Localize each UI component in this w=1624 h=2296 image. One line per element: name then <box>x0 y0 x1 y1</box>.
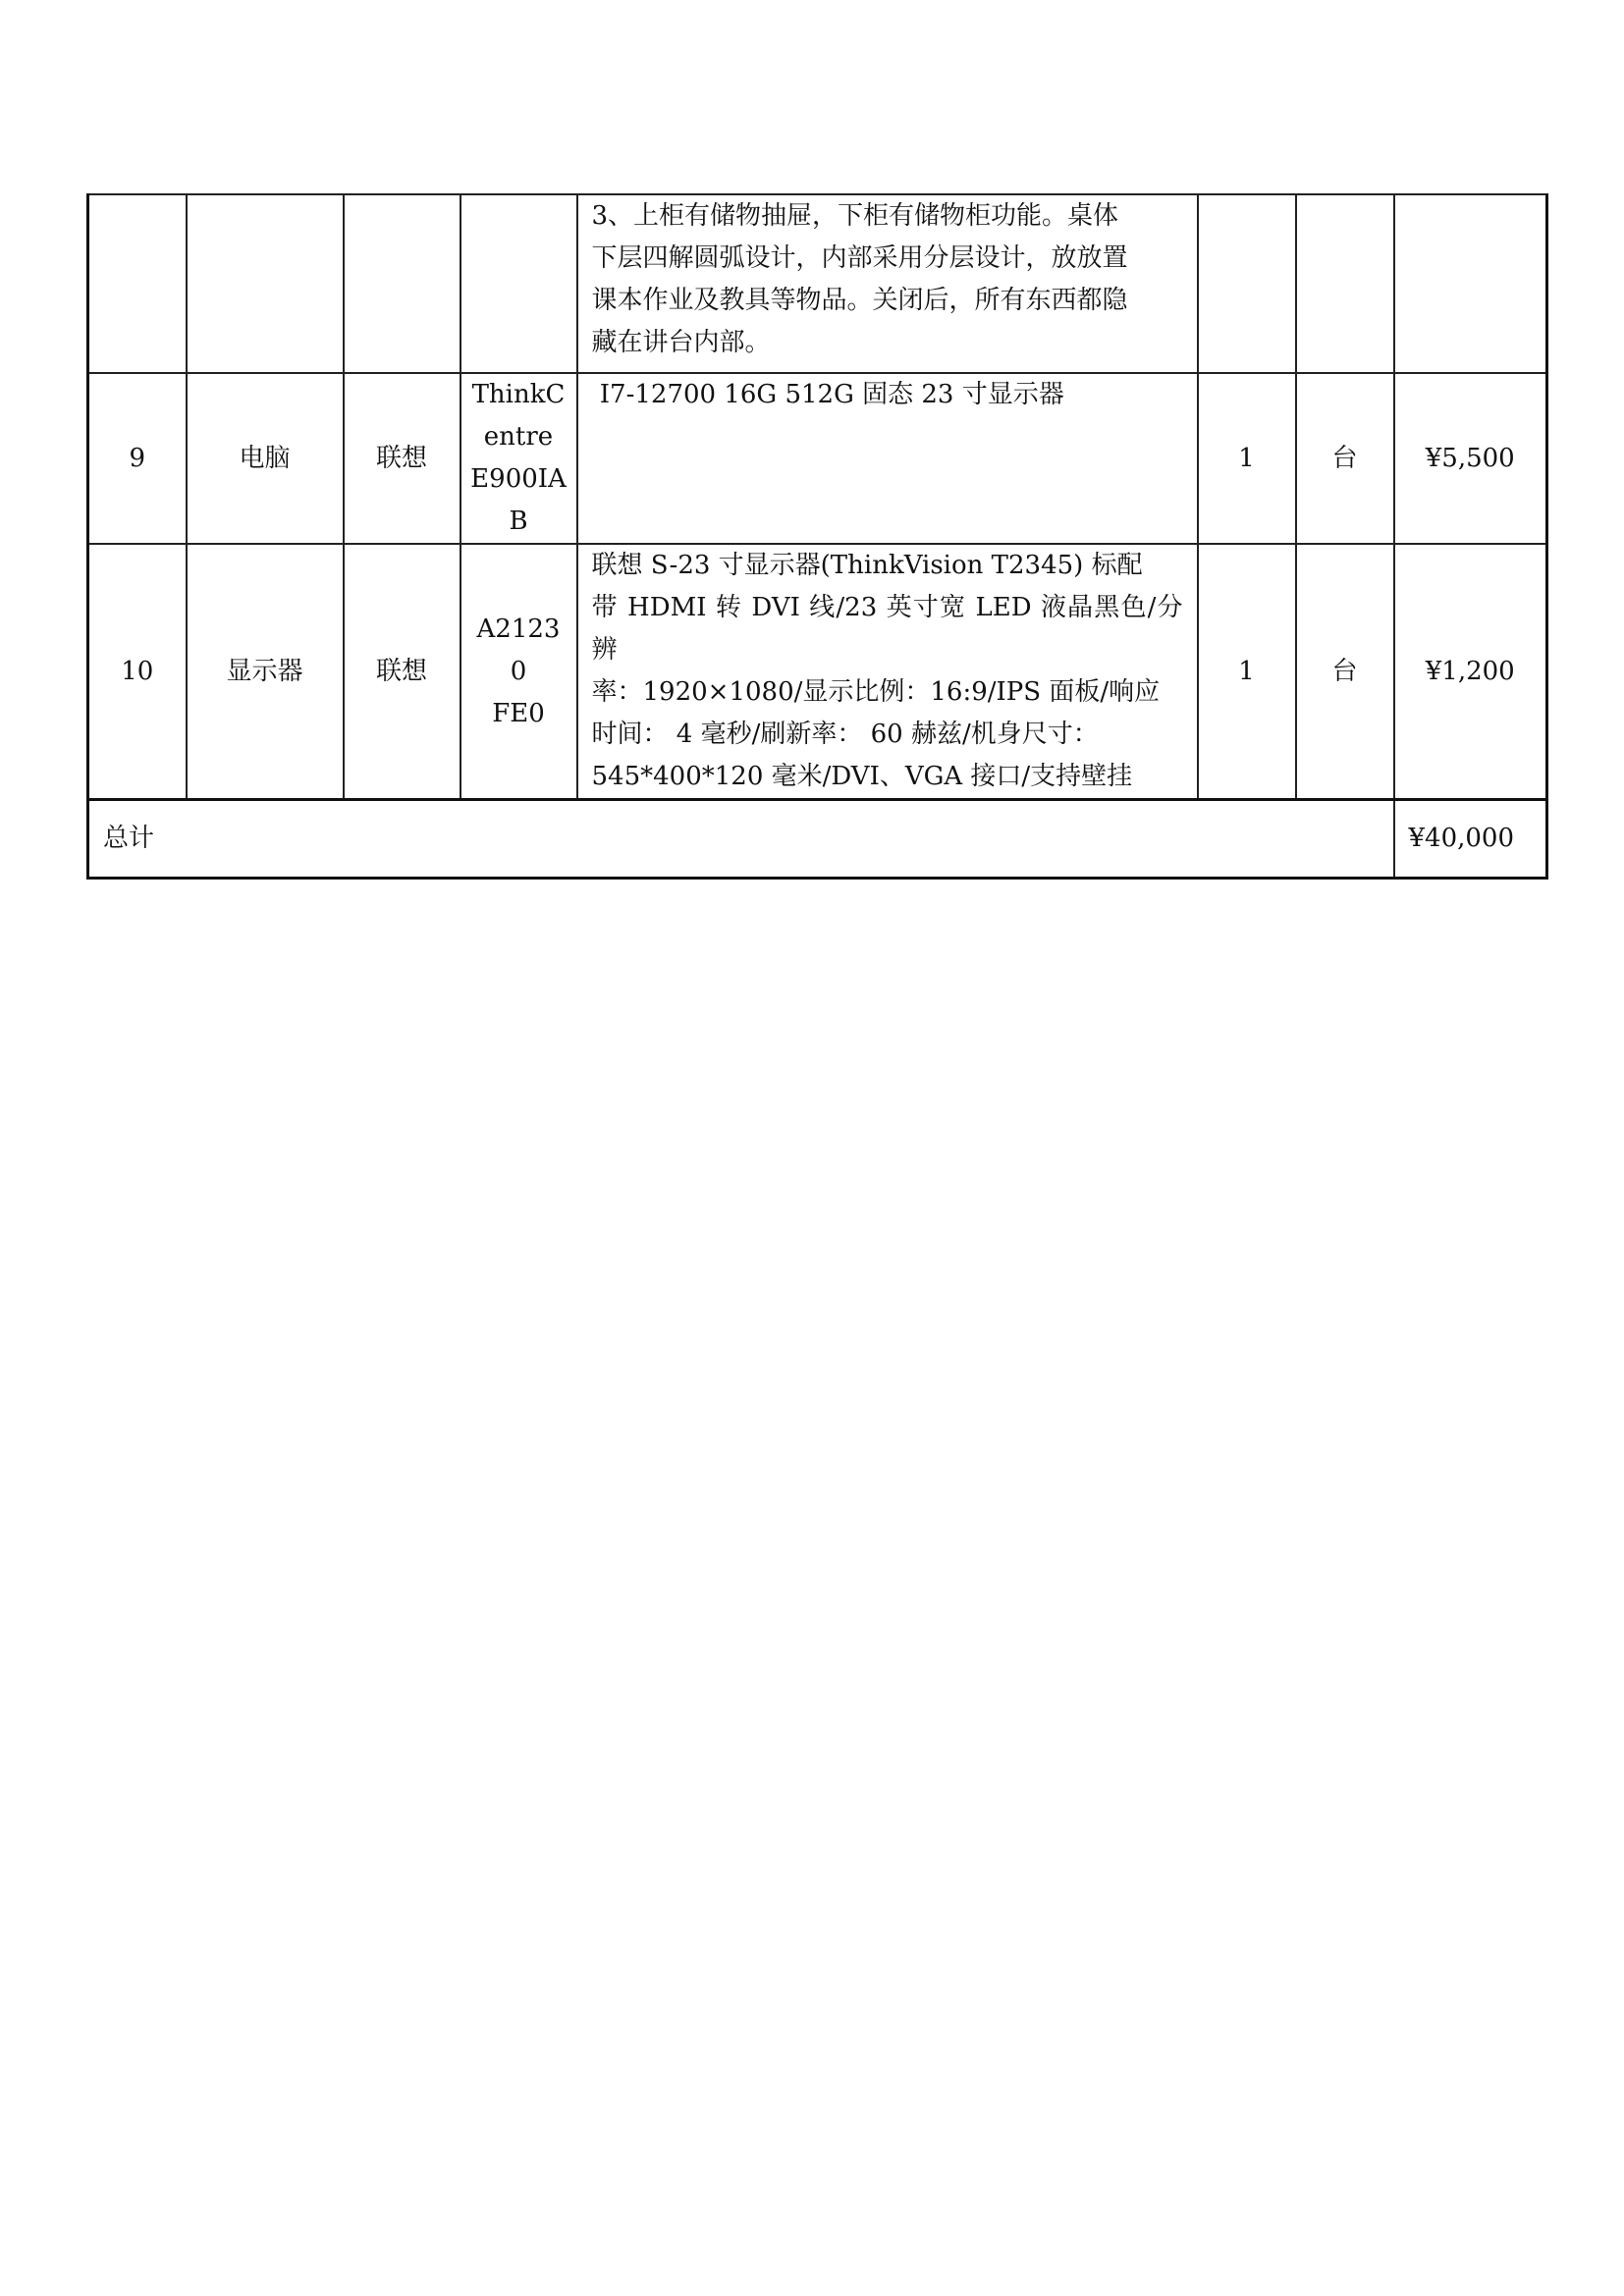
qty-cell: 1 <box>1198 373 1296 544</box>
spec-line: 课本作业及教具等物品。关闭后，所有东西都隐 <box>591 286 1128 315</box>
spec-cell <box>577 373 1198 544</box>
price-cell: ¥1,200 <box>1394 544 1547 800</box>
spec-line: 联想 S-23 寸显示器(ThinkVision T2345) 标配 <box>591 551 1143 580</box>
spec-line: 下层四解圆弧设计，内部采用分层设计，放放置 <box>591 243 1128 273</box>
quote-table-container <box>86 193 1545 880</box>
total-value: ¥40,000 <box>1394 800 1547 879</box>
model-cell <box>460 544 577 800</box>
model-line: entre <box>483 422 554 452</box>
spec-line: 3、上柜有储物抽屉，下柜有储物柜功能。桌体 <box>591 201 1119 231</box>
item-name-cell <box>187 194 344 373</box>
item-name-cell: 电脑 <box>187 373 344 544</box>
unit-cell: 台 <box>1296 544 1394 800</box>
spec-line: 藏在讲台内部。 <box>591 328 771 357</box>
model-cell <box>460 373 577 544</box>
spec-line: 时间： 4 毫秒/刷新率： 60 赫兹/机身尺寸： <box>591 720 1099 749</box>
model-line: E900IA <box>470 464 567 494</box>
item-name-cell: 显示器 <box>187 544 344 800</box>
spec-line: 率：1920×1080/显示比例：16:9/IPS 面板/响应 <box>591 677 1161 707</box>
price-cell <box>1394 194 1547 373</box>
model-line: B <box>509 507 528 536</box>
table-row <box>88 544 1547 800</box>
unit-cell <box>1296 194 1394 373</box>
spec-line: 545*400*120 毫米/DVI、VGA 接口/支持壁挂 <box>591 762 1133 791</box>
item-number-cell: 9 <box>88 373 187 544</box>
qty-cell: 1 <box>1198 544 1296 800</box>
total-row <box>88 800 1547 879</box>
item-number-cell: 10 <box>88 544 187 800</box>
total-label: 总计 <box>88 800 1394 879</box>
table-row <box>88 373 1547 544</box>
table-row <box>88 194 1547 373</box>
model-cell <box>460 194 577 373</box>
model-line: A21230 <box>476 614 561 686</box>
spec-line: 带 HDMI 转 DVI 线/23 英寸宽 LED 液晶黑色/分辨 <box>591 593 1183 665</box>
unit-cell: 台 <box>1296 373 1394 544</box>
brand-cell: 联想 <box>344 544 460 800</box>
brand-cell: 联想 <box>344 373 460 544</box>
brand-cell <box>344 194 460 373</box>
price-cell: ¥5,500 <box>1394 373 1547 544</box>
spec-cell <box>577 194 1198 373</box>
model-line: ThinkC <box>471 380 566 409</box>
qty-cell <box>1198 194 1296 373</box>
model-line: FE0 <box>492 698 545 728</box>
spec-line: I7-12700 16G 512G 固态 23 寸显示器 <box>591 380 1064 409</box>
spec-cell <box>577 544 1198 800</box>
quote-table <box>86 193 1548 880</box>
item-number-cell <box>88 194 187 373</box>
